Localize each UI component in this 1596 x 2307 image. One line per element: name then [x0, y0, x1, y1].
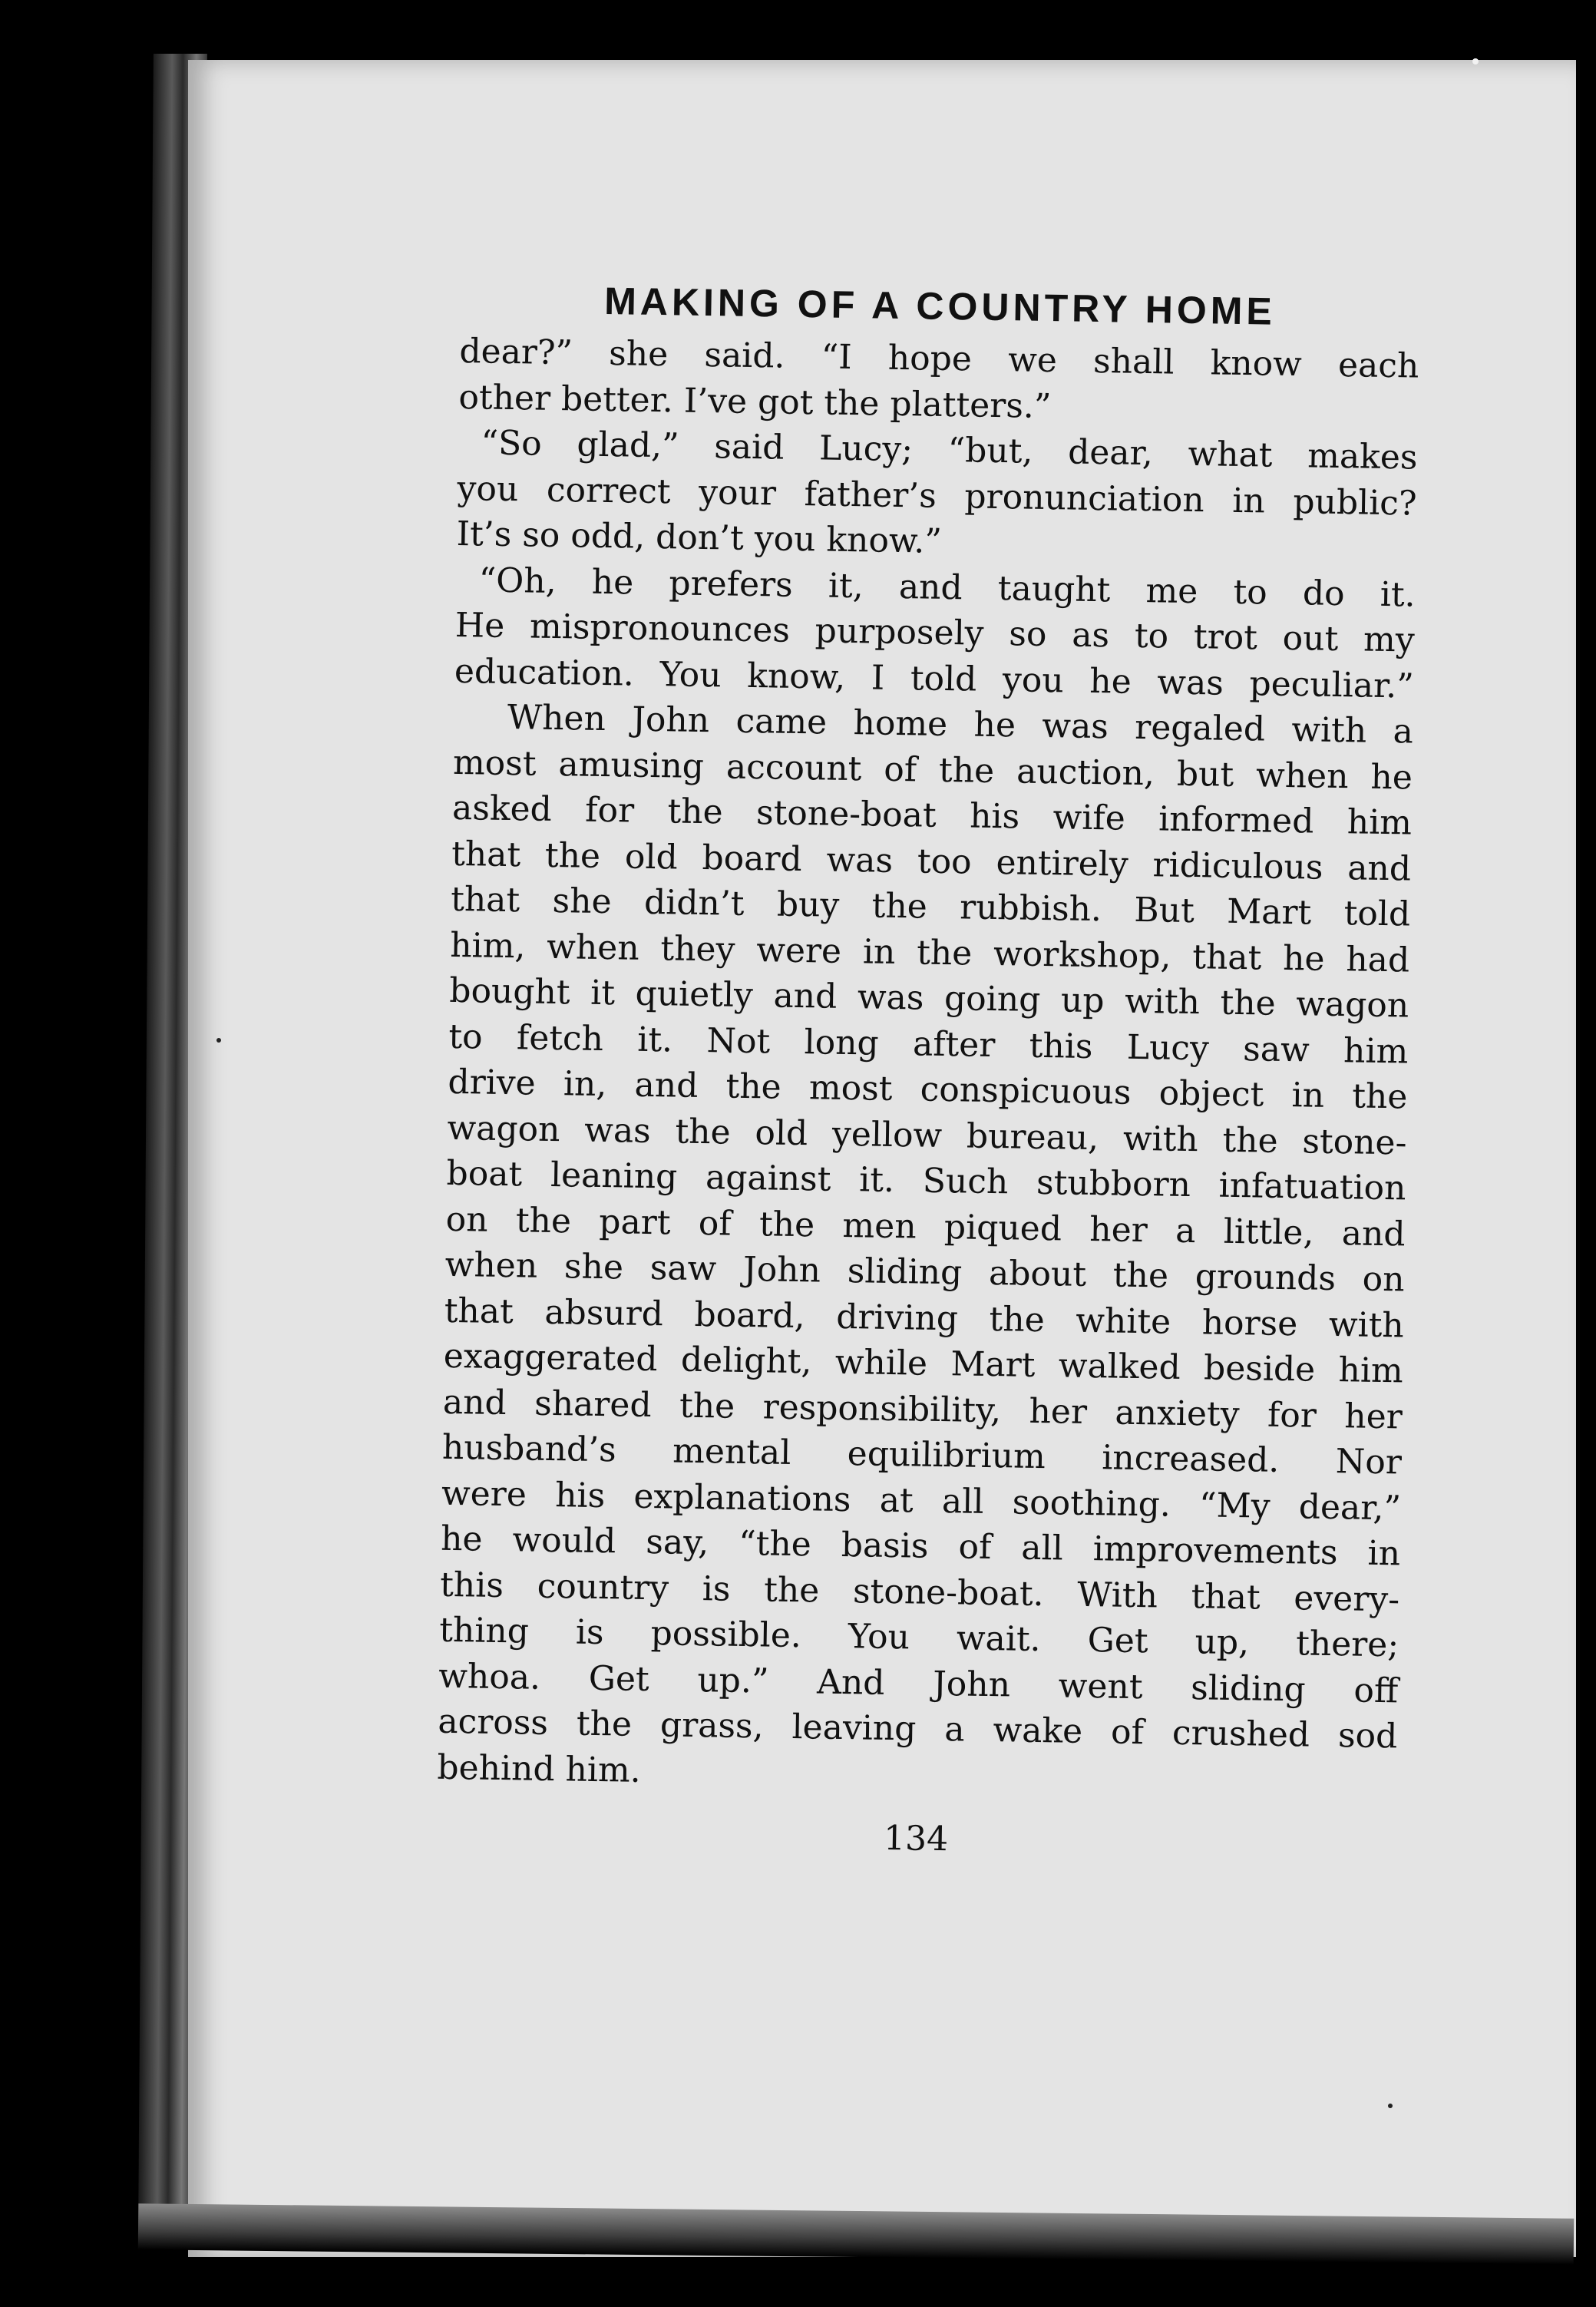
text-line: this country is the stone-boat. With that every-	[439, 1565, 1400, 1619]
text-line: bought it quietly and was going up with the wagon	[448, 970, 1409, 1026]
text-line: and shared the responsibility, her anxiety for her	[442, 1382, 1403, 1436]
text-line: education. You know, I told you he was peculiar.”	[454, 651, 1415, 706]
text-line: boat leaning against it. Such stubborn infatuation	[446, 1153, 1406, 1208]
scan-speck	[216, 1038, 221, 1043]
text-line: It’s so odd, don’t you know.”	[456, 514, 943, 561]
text-line: when she saw John sliding about the grounds on	[444, 1244, 1406, 1300]
text-line: drive in, and the most conspicuous object in the	[448, 1062, 1408, 1117]
text-line: “So glad,” said Lucy; “but, dear, what makes	[481, 423, 1418, 478]
text-line: thing is possible. You wait. Get up, there;	[438, 1610, 1399, 1665]
text-line: wagon was the old yellow bureau, with the stone-	[447, 1108, 1407, 1162]
text-line: him, when they were in the workshop, that he had	[449, 925, 1410, 980]
text-line: most amusing account of the auction, but when he	[452, 742, 1413, 798]
text-line: that absurd board, driving the white horse with	[444, 1291, 1405, 1345]
page-text-block	[436, 276, 1420, 1866]
text-line: other better. I’ve got the platters.”	[458, 377, 1052, 426]
text-line: on the part of the men piqued her a little, and	[445, 1199, 1406, 1254]
scan-speck	[1388, 2104, 1393, 2108]
text-line: husband’s mental equilibrium increased. Nor	[441, 1427, 1403, 1482]
text-line: exaggerated delight, while Mart walked beside him	[443, 1336, 1404, 1391]
text-line: he would say, “the basis of all improvements in	[440, 1519, 1401, 1574]
scan-speck	[1472, 58, 1479, 64]
text-line: were his explanations at all soothing. “My dear,”	[441, 1473, 1402, 1528]
text-line: dear?” she said. “I hope we shall know each	[459, 331, 1419, 386]
text-line: He mispronounces purposely so as to trot out my	[454, 605, 1416, 660]
text-line: whoa. Get up.” And John went sliding off	[438, 1656, 1399, 1710]
text-line: you correct your father’s pronunciation in public?	[457, 468, 1417, 524]
running-head: MAKING OF A COUNTRY HOME	[603, 279, 1277, 333]
text-line: “Oh, he prefers it, and taught me to do it.	[478, 560, 1416, 615]
text-line: that she didn’t buy the rubbish. But Mart told	[450, 879, 1411, 934]
text-line: across the grass, leaving a wake of crushed sod	[438, 1701, 1398, 1757]
text-line: behind him.	[437, 1747, 642, 1790]
text-line: to fetch it. Not long after this Lucy saw him	[448, 1016, 1409, 1072]
text-line: When John came home he was regaled with a	[507, 698, 1414, 752]
text-line: that the old board was too entirely ridiculous and	[451, 834, 1412, 889]
page-number: 134	[883, 1818, 949, 1859]
text-line: asked for the stone-boat his wife informed him	[451, 788, 1413, 843]
